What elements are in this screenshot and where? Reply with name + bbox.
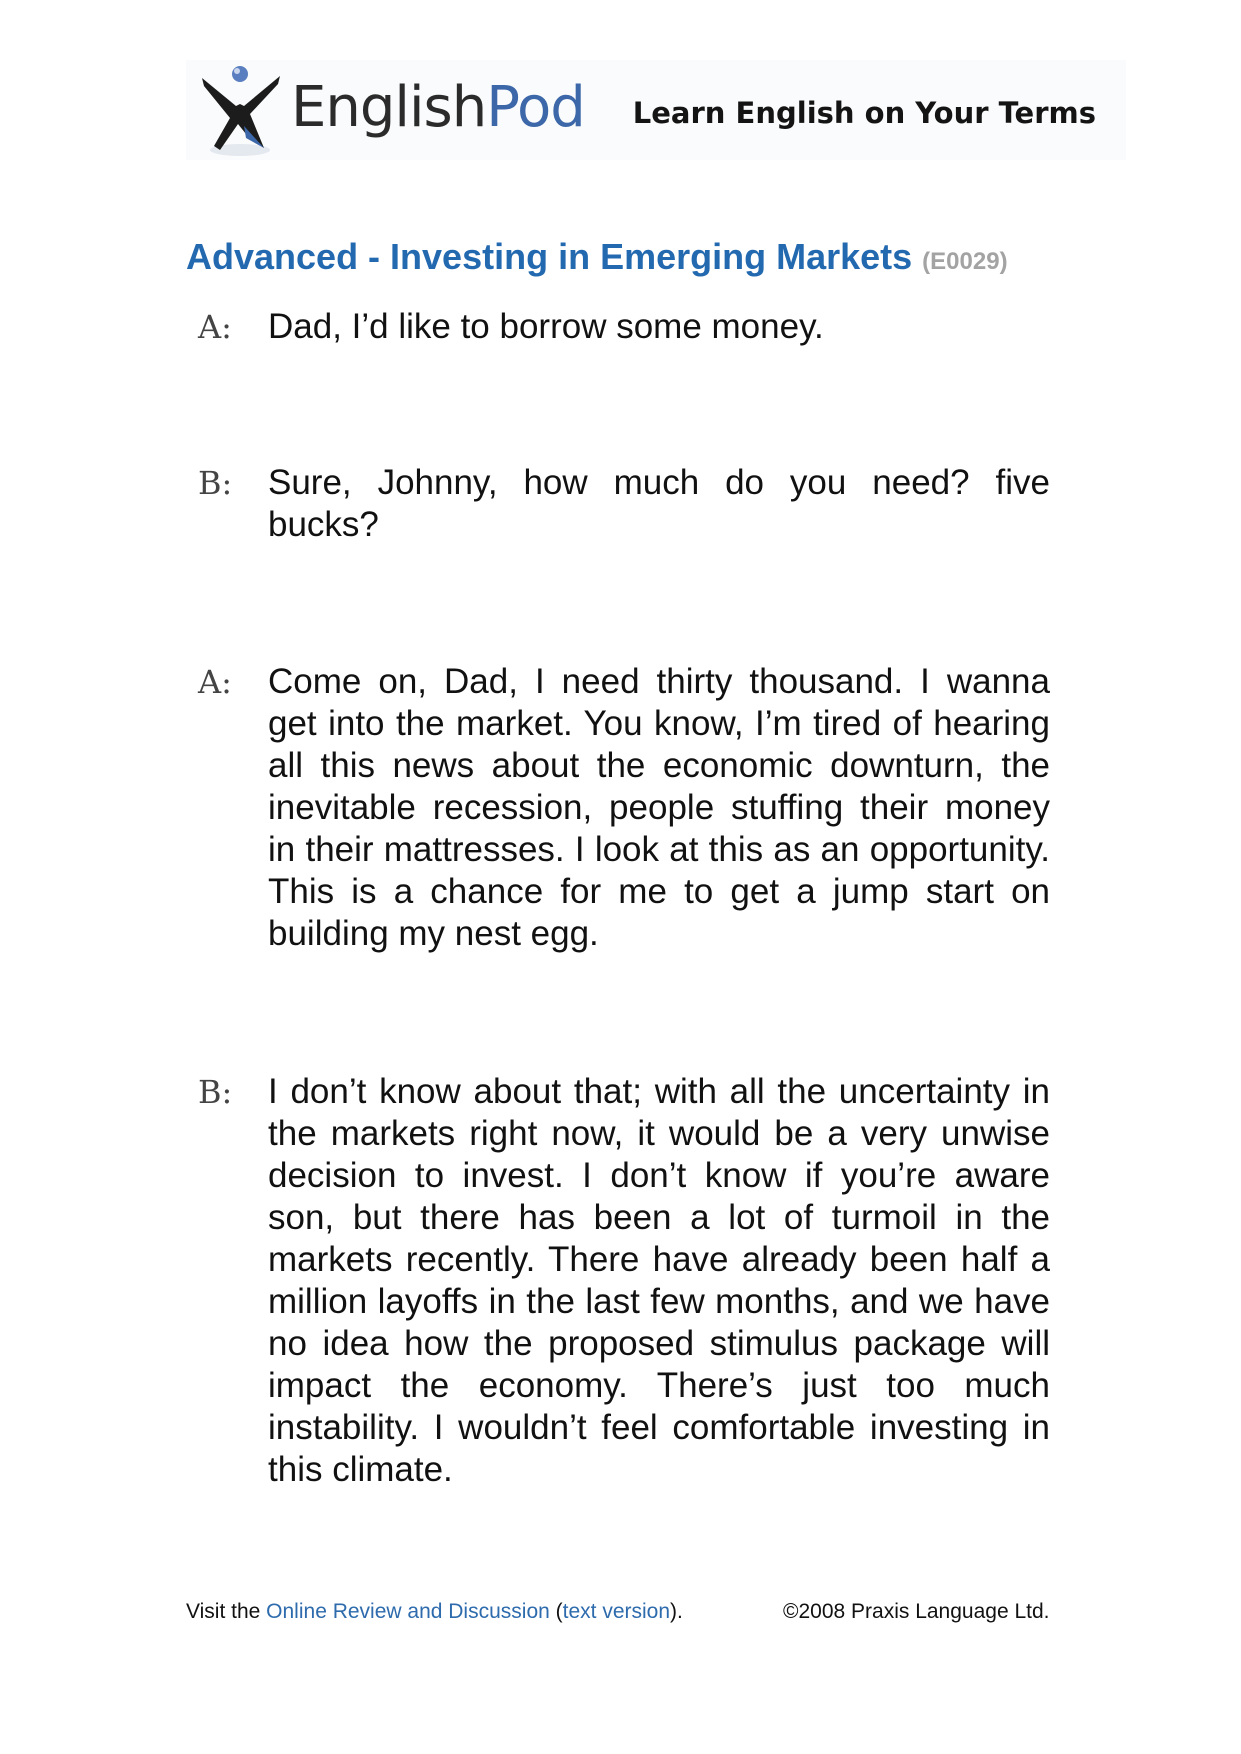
- footer-paren-open: (: [555, 1600, 563, 1623]
- lesson-title-text: Advanced - Investing in Emerging Markets: [186, 236, 913, 277]
- tagline: Learn English on Your Terms: [632, 96, 1096, 130]
- copyright: ©2008 Praxis Language Ltd.: [783, 1600, 1050, 1623]
- logo-wordmark: [291, 75, 585, 140]
- footer-visit-prefix: Visit the: [186, 1600, 261, 1623]
- dialogue-line: [198, 1071, 1050, 1491]
- dialogue-line: [198, 661, 1050, 955]
- speaker-label: B:: [198, 464, 233, 502]
- footer-visit: [186, 1600, 683, 1624]
- lesson-title: [186, 236, 1008, 278]
- online-review-link[interactable]: Online Review and Discussion: [266, 1600, 550, 1623]
- speaker-label: A:: [198, 663, 232, 701]
- text-version-link[interactable]: text version: [562, 1600, 671, 1623]
- footer-paren-close: ).: [670, 1600, 683, 1623]
- dialogue-text: I don’t know about that; with all the uncertainty in the markets right now, it would be a very unwise decision to invest. I don’t know if you’re aware son, but there has been a lot of turmoil in the markets recently. There have already been half a million layoffs in the last few months, and we have no idea how the proposed stimulus package will impact the economy. There’s just too much instability. I wouldn’t feel comfortable investing in this climate.: [268, 1072, 1050, 1489]
- dialogue-text: Dad, I’d like to borrow some money.: [268, 307, 824, 346]
- speaker-label: A:: [198, 308, 232, 346]
- person-figure-logo-icon: [200, 64, 282, 160]
- lesson-code: (E0029): [922, 248, 1008, 275]
- dialogue-line: [198, 462, 1050, 546]
- speaker-label: B:: [198, 1073, 233, 1111]
- dialogue-text: Come on, Dad, I need thirty thousand. I wanna get into the market. You know, I’m tired of hearing all this news about the economic downturn, the inevitable recession, people stuffing their money in their mattresses. I look at this as an opportunity. This is a chance for me to get a jump start on building my nest egg.: [268, 662, 1050, 953]
- logo-word-pod: Pod: [486, 75, 585, 140]
- logo-word-english: English: [291, 75, 487, 140]
- dialogue-line: [198, 306, 1050, 348]
- header-banner: [186, 60, 1126, 160]
- dialogue-text: Sure, Johnny, how much do you need? five bucks?: [268, 463, 1050, 544]
